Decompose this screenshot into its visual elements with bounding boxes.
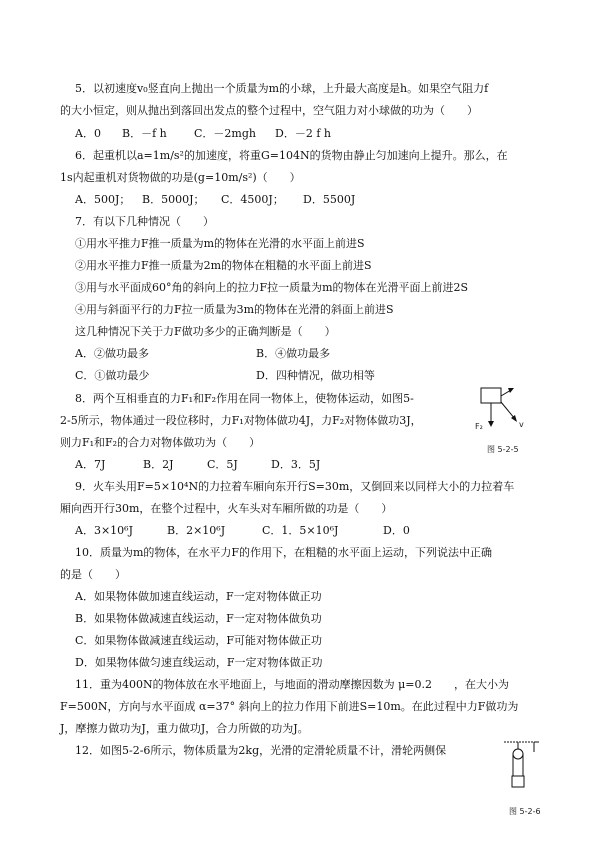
q7-case-3: ③用与水平面成60°角的斜向上的拉力F拉一质量为m的物体在光滑平面上前进2S: [75, 281, 469, 294]
q10-line2: 的是（ ）: [60, 568, 126, 581]
q10-option-d: D．如果物体做匀速直线运动，F一定对物体做正功: [75, 656, 323, 669]
q11-line2: F=500N，方向与水平面成 α=37° 斜向上的拉力作用下前进S=10m。在此过程中力F做功为: [60, 700, 519, 713]
q8-option-b: B．2J: [143, 458, 174, 471]
fig-velocity-arrowhead: [511, 415, 517, 422]
q8-line2: 2-5所示，物体通过一段位移时，力F₁对物体做功4J，力F₂对物体做功3J，: [60, 414, 422, 427]
q5-option-d: D．－2 f h: [275, 127, 331, 140]
q9-line2: 厢向西开行30m，在整个过程中，火车头对车厢所做的功是（ ）: [60, 502, 393, 515]
q12-line1: 12．如图5-2-6所示，物体质量为2kg，光滑的定滑轮质量不计，滑轮两侧保: [75, 744, 447, 757]
q7-question: 这几种情况下关于力F做功多少的正确判断是（ ）: [75, 325, 336, 338]
q5-line1: 5．以初速度v₀竖直向上抛出一个质量为m的小球，上升最大高度是h。如果空气阻力f: [75, 82, 489, 95]
fig-hanging-mass: [512, 776, 524, 787]
q7-option-b: B．④做功最多: [256, 347, 331, 360]
fig-caption-5-2-6: 图 5-2-6: [509, 807, 541, 816]
q5-option-b: B．－f h: [122, 127, 167, 140]
q5-line2: 的大小恒定，则从抛出到落回出发点的整个过程中，空气阻力对小球做的功为（ ）: [60, 104, 478, 117]
fig-label-f2: F₂: [475, 422, 483, 431]
q6-line2: 1s内起重机对货物做的功是(g=10m/s²)（ ）: [60, 171, 301, 184]
q9-line1: 9．火车头用F=5×10⁴N的力拉着车厢向东开行S=30m，又倒回来以同样大小的力拉着车: [75, 480, 515, 493]
q6-option-d: D．5500J: [303, 193, 356, 206]
q9-option-b: B．2×10⁶J: [167, 524, 226, 537]
fig-label-v: v: [519, 420, 524, 429]
fig-pulley: [513, 749, 523, 759]
q7-case-2: ②用水平推力F推一质量为2m的物体在粗糙的水平面上前进S: [75, 259, 372, 272]
q5-option-c: C．－2mgh: [194, 127, 256, 140]
figure-5-2-5: [470, 380, 540, 440]
fig-force-f2-arrowhead: [488, 421, 494, 427]
q9-option-c: C．1．5×10⁶J: [262, 524, 339, 537]
q6-line1: 6．起重机以a=1m/s²的加速度，将重G=104N的货物由静止匀加速向上提升。那么，在: [75, 149, 508, 162]
q8-option-d: D．3．5J: [271, 458, 321, 471]
q11-line1: 11．重为400N的物体放在水平地面上，与地面的滑动摩擦因数为 μ=0.2 ，在大小为: [75, 678, 509, 691]
q10-option-a: A．如果物体做加速直线运动，F一定对物体做正功: [75, 590, 322, 603]
q7-option-a: A．②做功最多: [75, 347, 149, 360]
q8-option-c: C．5J: [207, 458, 238, 471]
q6-option-c: C．4500J；: [221, 193, 284, 206]
q6-option-b: B．5000J；: [142, 193, 205, 206]
q7-case-4: ④用与斜面平行的力F拉一质量为3m的物体在光滑的斜面上前进S: [75, 303, 394, 316]
fig-force-f1-arrowhead: [508, 388, 514, 393]
q10-option-c: C．如果物体做减速直线运动，F可能对物体做正功: [75, 634, 323, 647]
q7-option-c: C．①做功最少: [75, 369, 150, 382]
q8-line3: 则力F₁和F₂的合力对物体做功为（ ）: [60, 436, 261, 449]
q9-option-d: D．0: [383, 524, 410, 537]
q5-option-a: A．0: [75, 127, 101, 140]
figure-5-2-6: [504, 738, 554, 798]
q11-line3: J，摩擦力做功为J，重力做功J，合力所做的功为J。: [60, 722, 309, 735]
q6-option-a: A．500J；: [75, 193, 131, 206]
q7-case-1: ①用水平推力F推一质量为m的物体在光滑的水平面上前进S: [75, 237, 365, 250]
fig-velocity-arrow: [501, 402, 515, 419]
q10-option-b: B．如果物体做减速直线运动，F一定对物体做负功: [75, 612, 322, 625]
q9-option-a: A．3×10⁶J: [75, 524, 133, 537]
q7-option-d: D．四种情况，做功相等: [256, 369, 375, 382]
q8-line1: 8．两个互相垂直的力F₁和F₂作用在同一物体上，使物体运动，如图5-: [75, 392, 414, 405]
q7-stem: 7．有以下几种情况（ ）: [75, 215, 214, 228]
q8-option-a: A．7J: [75, 458, 106, 471]
fig-block: [481, 388, 501, 403]
q10-line1: 10．质量为m的物体，在水平力F的作用下，在粗糙的水平面上运动，下列说法中正确: [75, 546, 493, 559]
fig-caption-5-2-5: 图 5-2-5: [487, 445, 519, 454]
